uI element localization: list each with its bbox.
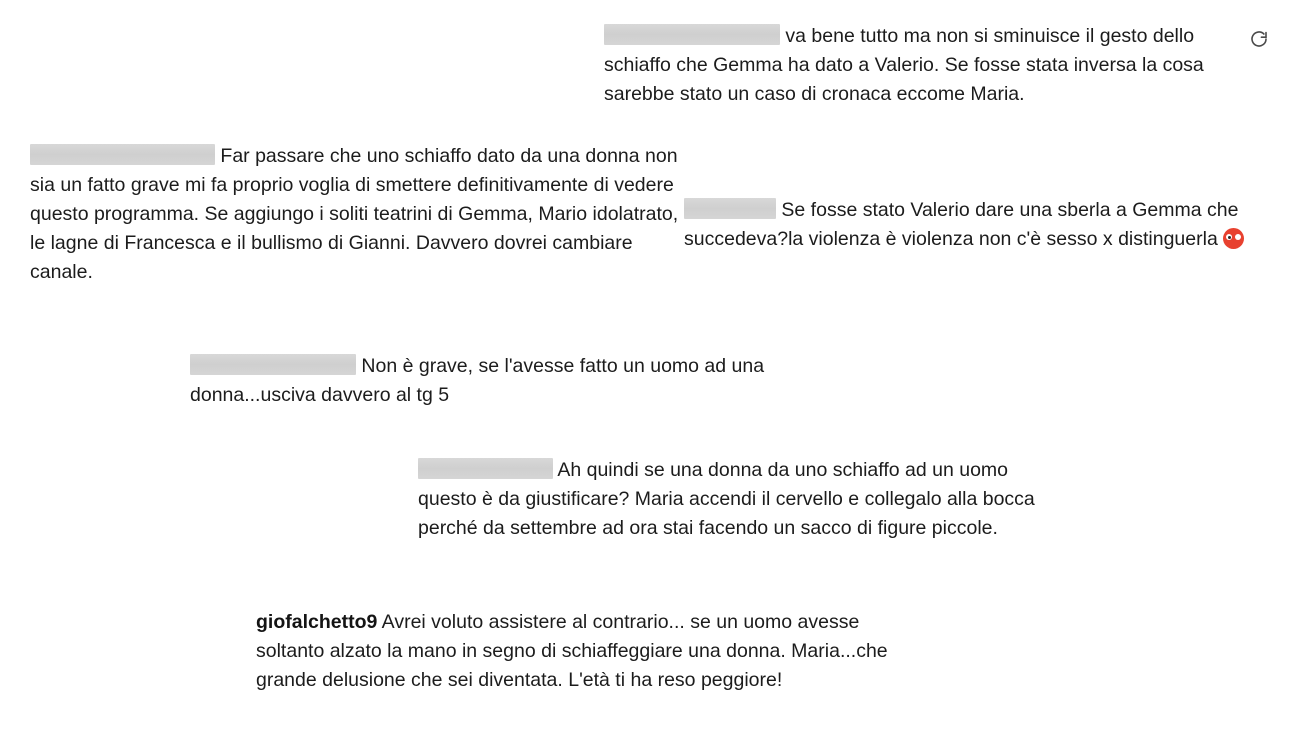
- red-face-emoji: [1223, 228, 1244, 249]
- comment-text: Avrei voluto assistere al contrario... se un uomo avesse soltanto alzato la mano in segno di schiaffeggiare una donna. Maria...che grande delusione che sei diventata. L'età ti ha reso peggiore!: [256, 611, 888, 691]
- comment-item: [190, 352, 870, 410]
- redacted-username: [418, 458, 553, 479]
- comment-text: Far passare che uno schiaffo dato da una donna non sia un fatto grave mi fa proprio voglia di smettere definitivamente di vedere questo programma. Se aggiungo i soliti teatrini di Gemma, Mario idolatrato, le lagne di Francesca e il bullismo di Gianni. Davvero dovrei cambiare canale.: [30, 145, 679, 283]
- redacted-username: [604, 24, 780, 45]
- comment-username[interactable]: giofalchetto9: [256, 611, 378, 633]
- comment-item: [418, 456, 1058, 543]
- refresh-icon[interactable]: [1248, 28, 1270, 50]
- comment-item: [684, 196, 1284, 254]
- redacted-username: [190, 354, 356, 375]
- comment-item: [30, 142, 680, 287]
- comment-text: Non è grave, se l'avesse fatto un uomo ad una donna...usciva davvero al tg 5: [190, 355, 765, 406]
- redacted-username: [684, 198, 776, 219]
- comment-text: Se fosse stato Valerio dare una sberla a Gemma che succedeva?la violenza è violenza non c'è sesso x distinguerla: [684, 199, 1239, 250]
- redacted-username: [30, 144, 215, 165]
- comment-text: Ah quindi se una donna da uno schiaffo ad un uomo questo è da giustificare? Maria accendi il cervello e collegalo alla bocca perché da settembre ad ora stai facendo un sacco di figure piccole.: [418, 459, 1035, 539]
- comment-text: va bene tutto ma non si sminuisce il gesto dello schiaffo che Gemma ha dato a Valerio. Se fosse stata inversa la cosa sarebbe stato un caso di cronaca eccome Maria.: [604, 25, 1204, 105]
- comment-item: [256, 608, 916, 695]
- comment-item: [604, 22, 1244, 109]
